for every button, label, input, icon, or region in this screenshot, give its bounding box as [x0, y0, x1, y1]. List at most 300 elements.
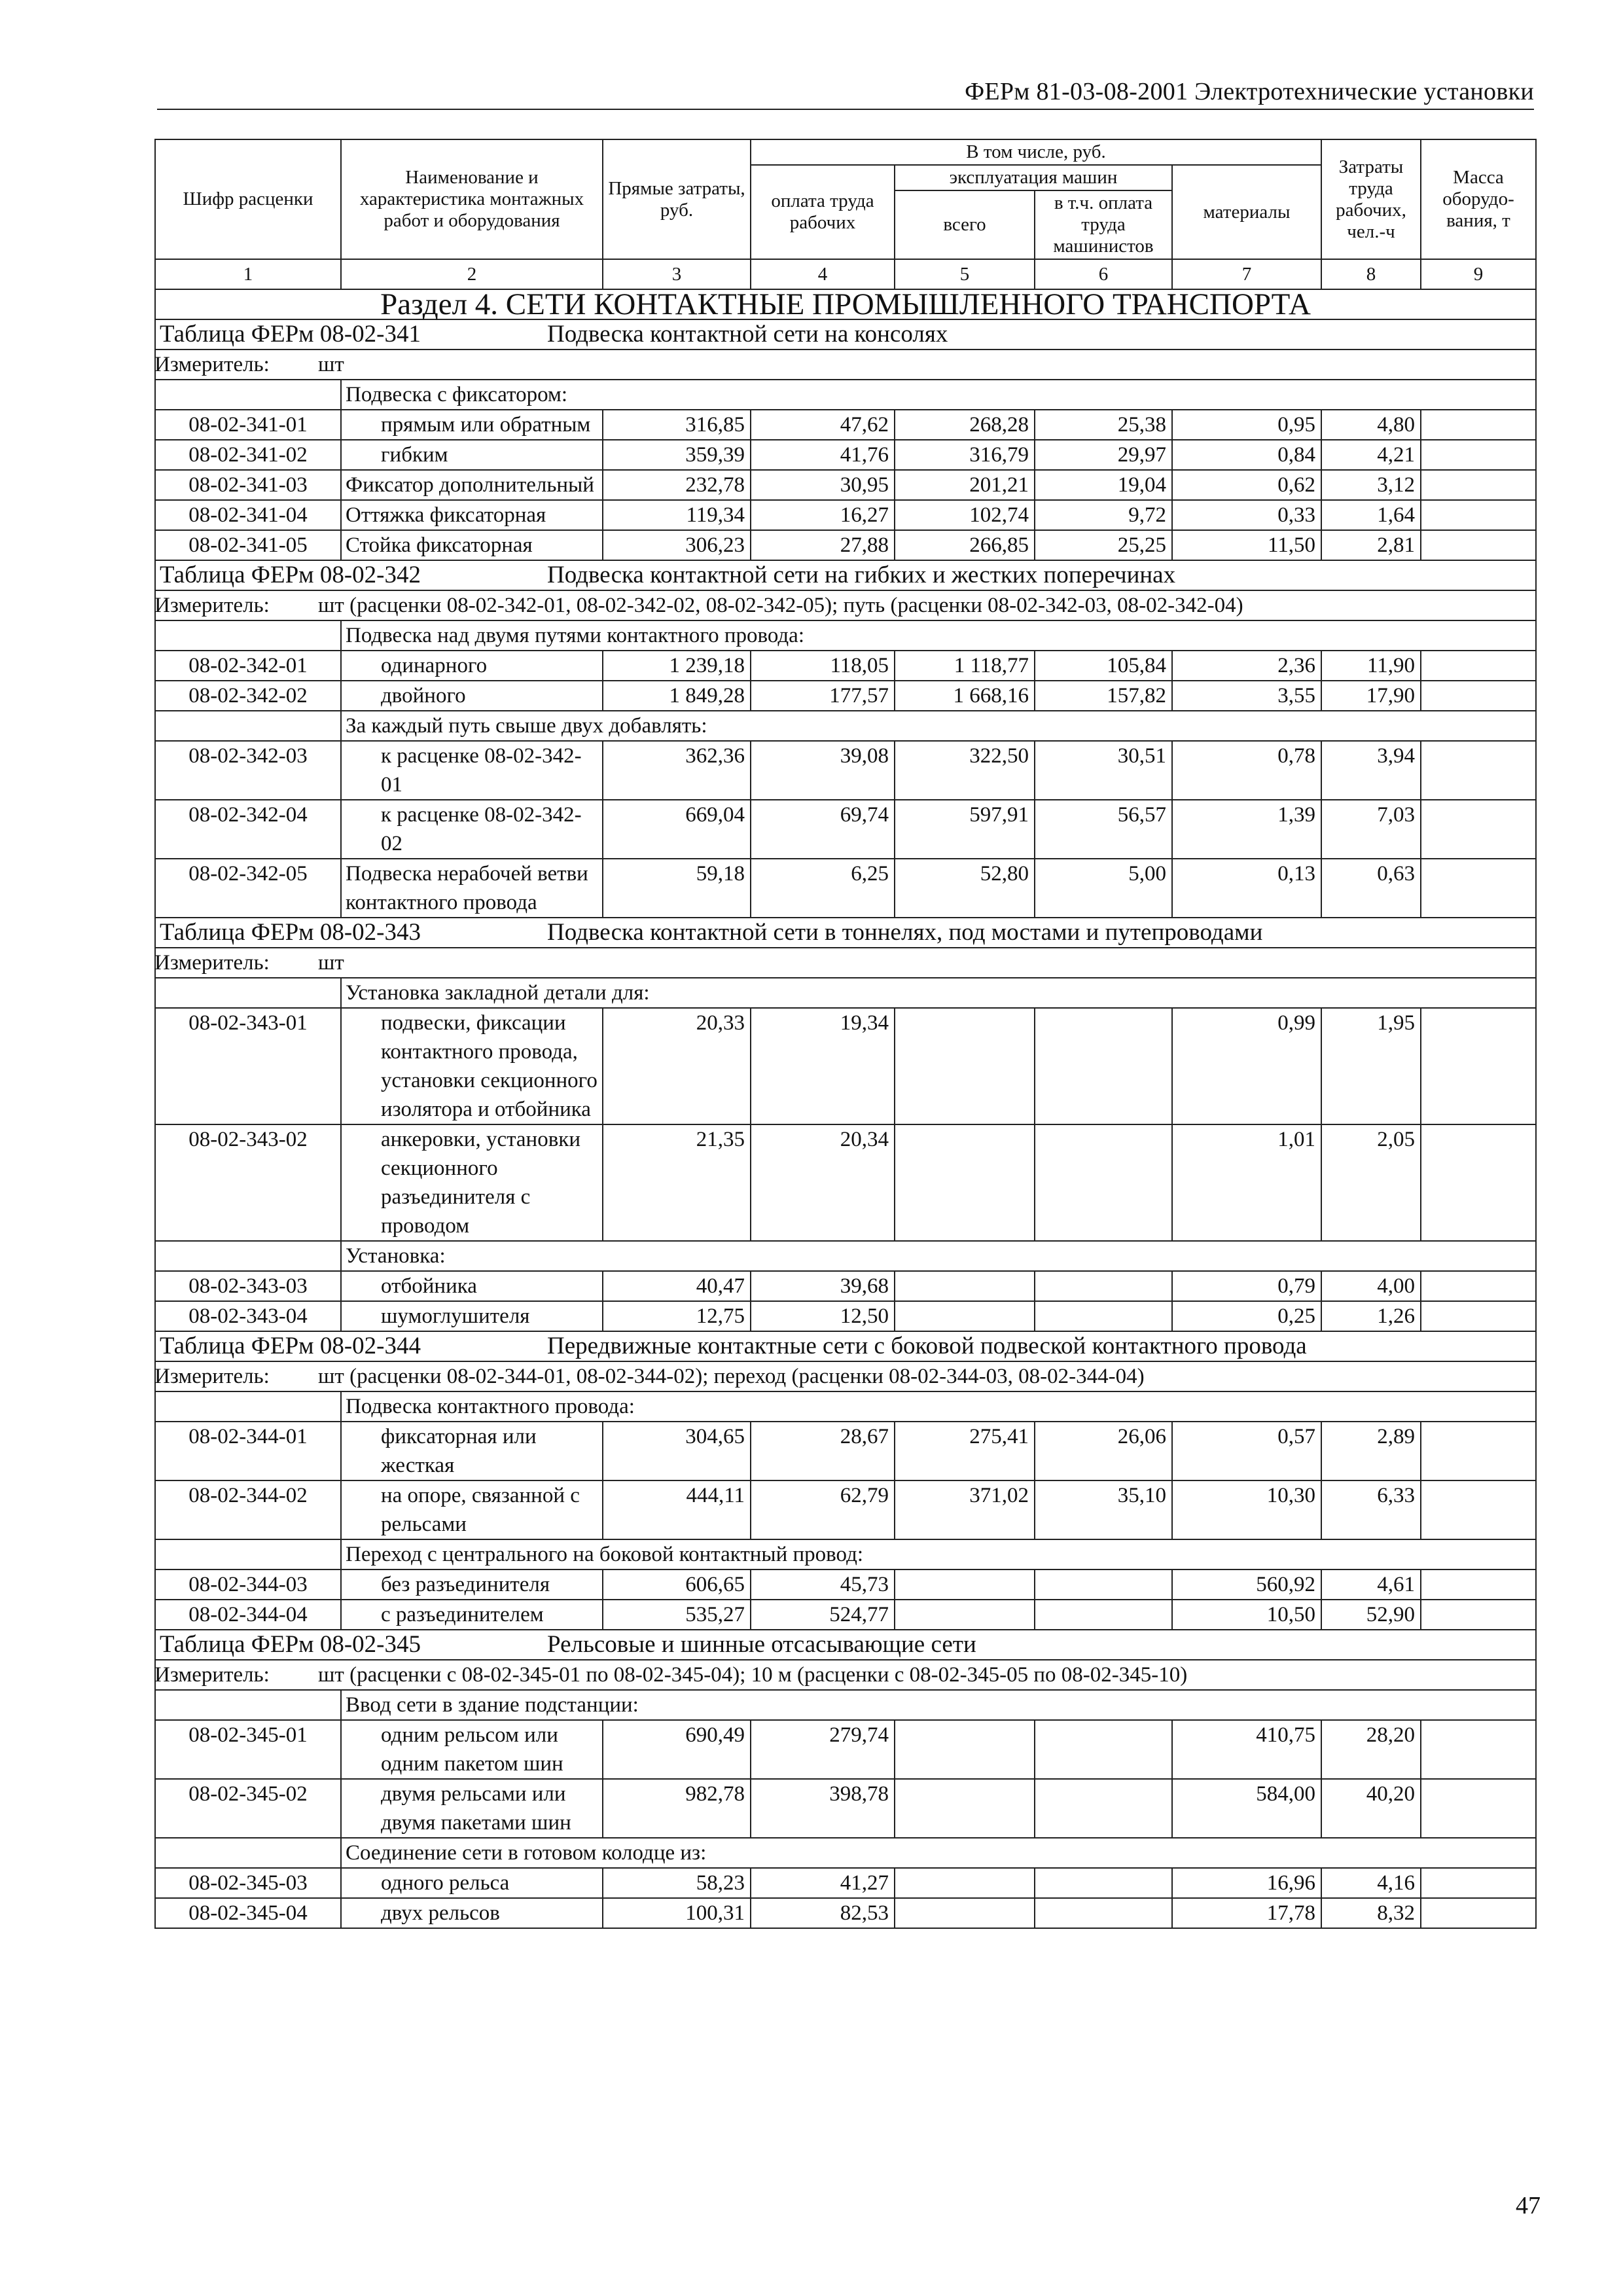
subheading-row: [155, 1838, 1536, 1868]
measure-row: [155, 1660, 1536, 1690]
rate-code-cell: 08-02-343-01: [155, 1008, 341, 1124]
materials-cell: 410,75: [1172, 1720, 1321, 1779]
work-name-cell: на опоре, связанной с рельсами: [341, 1480, 603, 1539]
direct-cost-cell: 100,31: [603, 1898, 751, 1928]
machines-cost-cell: [895, 1720, 1035, 1779]
empty-cell: [155, 1241, 341, 1271]
labor-hours-cell: 4,80: [1321, 410, 1421, 440]
labor-hours-cell: 1,26: [1321, 1301, 1421, 1331]
subheading-row: [155, 380, 1536, 410]
materials-cell: 0,99: [1172, 1008, 1321, 1124]
subheading-row: [155, 1539, 1536, 1570]
table-title: [155, 319, 1536, 350]
work-name-cell: двумя рельсами или двумя пакетами шин: [341, 1779, 603, 1838]
table-row: [155, 1301, 1536, 1331]
machines-cost-cell: [895, 1008, 1035, 1124]
labor-cost-cell: 41,27: [751, 1868, 895, 1898]
work-name-cell: Оттяжка фиксаторная: [341, 500, 603, 530]
work-name-cell: одним рельсом или одним пакетом шин: [341, 1720, 603, 1779]
table-row: [155, 410, 1536, 440]
machines-cost-cell: 52,80: [895, 859, 1035, 918]
work-name-cell: Фиксатор дополнительный: [341, 470, 603, 500]
empty-cell: [155, 1391, 341, 1422]
subheading-row: [155, 1690, 1536, 1720]
equipment-mass-cell: [1421, 651, 1536, 681]
labor-hours-cell: 28,20: [1321, 1720, 1421, 1779]
work-name-cell: шумоглушителя: [341, 1301, 603, 1331]
work-name-cell: гибким: [341, 440, 603, 470]
column-number: 3: [603, 259, 751, 289]
machinist-labor-cell: 25,25: [1035, 530, 1172, 560]
labor-hours-cell: 17,90: [1321, 681, 1421, 711]
table-row: [155, 1271, 1536, 1301]
equipment-mass-cell: [1421, 1570, 1536, 1600]
direct-cost-cell: 59,18: [603, 859, 751, 918]
table-title-row: [155, 319, 1536, 350]
table-title-row: [155, 918, 1536, 948]
table-code: Таблица ФЕРм 08-02-341: [160, 321, 421, 348]
machinist-labor-cell: 5,00: [1035, 859, 1172, 918]
work-name-cell: фиксаторная или жесткая: [341, 1422, 603, 1480]
table-row: [155, 1422, 1536, 1480]
labor-cost-cell: 82,53: [751, 1898, 895, 1928]
section-row: [155, 289, 1536, 319]
subheading-row: [155, 620, 1536, 651]
equipment-mass-cell: [1421, 1008, 1536, 1124]
machines-cost-cell: 268,28: [895, 410, 1035, 440]
labor-cost-cell: 45,73: [751, 1570, 895, 1600]
subheading-text: Подвеска над двумя путями контактного провода:: [341, 620, 1536, 651]
labor-cost-cell: 28,67: [751, 1422, 895, 1480]
labor-cost-cell: 41,76: [751, 440, 895, 470]
rate-code-cell: 08-02-341-01: [155, 410, 341, 440]
machinist-labor-cell: 30,51: [1035, 741, 1172, 800]
labor-cost-cell: 27,88: [751, 530, 895, 560]
machinist-labor-cell: [1035, 1008, 1172, 1124]
machines-cost-cell: 322,50: [895, 741, 1035, 800]
table-row: [155, 1124, 1536, 1241]
measure-label: Измеритель:: [154, 1365, 270, 1388]
materials-cell: 0,84: [1172, 440, 1321, 470]
machinist-labor-cell: 25,38: [1035, 410, 1172, 440]
col-header-materials: материалы: [1172, 165, 1321, 259]
labor-cost-cell: 279,74: [751, 1720, 895, 1779]
empty-cell: [155, 1539, 341, 1570]
column-number: 4: [751, 259, 895, 289]
header-title: ФЕРм 81-03-08-2001 Электротехнические установки: [965, 78, 1534, 105]
materials-cell: 0,79: [1172, 1271, 1321, 1301]
materials-cell: 3,55: [1172, 681, 1321, 711]
table-row: [155, 1480, 1536, 1539]
rate-code-cell: 08-02-341-05: [155, 530, 341, 560]
machinist-labor-cell: 56,57: [1035, 800, 1172, 859]
machines-cost-cell: 201,21: [895, 470, 1035, 500]
table-row: [155, 1779, 1536, 1838]
materials-cell: 0,25: [1172, 1301, 1321, 1331]
rate-code-cell: 08-02-342-04: [155, 800, 341, 859]
measure-row: [155, 590, 1536, 620]
direct-cost-cell: 119,34: [603, 500, 751, 530]
direct-cost-cell: 232,78: [603, 470, 751, 500]
equipment-mass-cell: [1421, 681, 1536, 711]
rate-code-cell: 08-02-345-01: [155, 1720, 341, 1779]
equipment-mass-cell: [1421, 470, 1536, 500]
rate-code-cell: 08-02-342-03: [155, 741, 341, 800]
labor-cost-cell: 30,95: [751, 470, 895, 500]
equipment-mass-cell: [1421, 1124, 1536, 1241]
machinist-labor-cell: [1035, 1868, 1172, 1898]
table-row: [155, 859, 1536, 918]
equipment-mass-cell: [1421, 1898, 1536, 1928]
rate-code-cell: 08-02-344-03: [155, 1570, 341, 1600]
rate-code-cell: 08-02-344-02: [155, 1480, 341, 1539]
direct-cost-cell: 316,85: [603, 410, 751, 440]
labor-cost-cell: 19,34: [751, 1008, 895, 1124]
subheading-row: [155, 1391, 1536, 1422]
materials-cell: 584,00: [1172, 1779, 1321, 1838]
labor-hours-cell: 0,63: [1321, 859, 1421, 918]
rate-code-cell: 08-02-341-04: [155, 500, 341, 530]
materials-cell: 560,92: [1172, 1570, 1321, 1600]
table-row: [155, 681, 1536, 711]
machines-cost-cell: 316,79: [895, 440, 1035, 470]
rate-code-cell: 08-02-342-02: [155, 681, 341, 711]
subheading-text: Установка:: [341, 1241, 1536, 1271]
measure-cell: [155, 948, 1536, 978]
measure-value: шт (расценки с 08-02-345-01 по 08-02-345-04); 10 м (расценки с 08-02-345-05 по 08-02-345-10): [318, 1663, 1188, 1687]
labor-hours-cell: 11,90: [1321, 651, 1421, 681]
labor-cost-cell: 47,62: [751, 410, 895, 440]
column-number: 9: [1421, 259, 1536, 289]
labor-cost-cell: 524,77: [751, 1600, 895, 1630]
rate-code-cell: 08-02-345-02: [155, 1779, 341, 1838]
table-body: [155, 289, 1536, 1928]
column-number: 8: [1321, 259, 1421, 289]
machinist-labor-cell: 35,10: [1035, 1480, 1172, 1539]
labor-cost-cell: 20,34: [751, 1124, 895, 1241]
labor-cost-cell: 62,79: [751, 1480, 895, 1539]
col-header-code: Шифр расценки: [155, 139, 341, 259]
table-title: [155, 918, 1536, 948]
table-row: [155, 651, 1536, 681]
subheading-row: [155, 1241, 1536, 1271]
table-title-row: [155, 1331, 1536, 1361]
materials-cell: 0,13: [1172, 859, 1321, 918]
table-row: [155, 1008, 1536, 1124]
work-name-cell: к расценке 08-02-342-02: [341, 800, 603, 859]
page-number: 47: [1516, 2192, 1541, 2219]
labor-hours-cell: 40,20: [1321, 1779, 1421, 1838]
direct-cost-cell: 362,36: [603, 741, 751, 800]
materials-cell: 0,33: [1172, 500, 1321, 530]
machinist-labor-cell: [1035, 1301, 1172, 1331]
direct-cost-cell: 669,04: [603, 800, 751, 859]
equipment-mass-cell: [1421, 1480, 1536, 1539]
table-row: [155, 530, 1536, 560]
column-numbers-row: [155, 259, 1536, 289]
labor-cost-cell: 69,74: [751, 800, 895, 859]
table-row: [155, 1898, 1536, 1928]
rates-table: [154, 139, 1537, 1929]
direct-cost-cell: 12,75: [603, 1301, 751, 1331]
labor-hours-cell: 1,64: [1321, 500, 1421, 530]
measure-row: [155, 350, 1536, 380]
table-code: Таблица ФЕРм 08-02-342: [160, 562, 421, 588]
materials-cell: 10,30: [1172, 1480, 1321, 1539]
equipment-mass-cell: [1421, 1301, 1536, 1331]
direct-cost-cell: 606,65: [603, 1570, 751, 1600]
table-name: Подвеска контактной сети на гибких и жестких поперечинах: [547, 562, 1176, 588]
labor-cost-cell: 118,05: [751, 651, 895, 681]
measure-cell: [155, 350, 1536, 380]
table-row: [155, 1570, 1536, 1600]
empty-cell: [155, 711, 341, 741]
col-header-group: В том числе, руб.: [751, 139, 1321, 165]
equipment-mass-cell: [1421, 741, 1536, 800]
column-number: 1: [155, 259, 341, 289]
subheading-text: За каждый путь свыше двух добавлять:: [341, 711, 1536, 741]
rate-code-cell: 08-02-345-04: [155, 1898, 341, 1928]
table-row: [155, 470, 1536, 500]
machines-cost-cell: 597,91: [895, 800, 1035, 859]
table-row: [155, 1600, 1536, 1630]
labor-hours-cell: 3,12: [1321, 470, 1421, 500]
equipment-mass-cell: [1421, 859, 1536, 918]
measure-value: шт (расценки 08-02-344-01, 08-02-344-02); переход (расценки 08-02-344-03, 08-02-344-04): [318, 1365, 1145, 1388]
equipment-mass-cell: [1421, 1720, 1536, 1779]
work-name-cell: подвески, фиксации контактного провода, установки секционного изолятора и отбойника: [341, 1008, 603, 1124]
machinist-labor-cell: 157,82: [1035, 681, 1172, 711]
table-title: [155, 1630, 1536, 1660]
rate-code-cell: 08-02-342-05: [155, 859, 341, 918]
materials-cell: 0,62: [1172, 470, 1321, 500]
work-name-cell: одинарного: [341, 651, 603, 681]
equipment-mass-cell: [1421, 410, 1536, 440]
labor-hours-cell: 3,94: [1321, 741, 1421, 800]
table-code: Таблица ФЕРм 08-02-345: [160, 1631, 421, 1658]
machinist-labor-cell: [1035, 1124, 1172, 1241]
table-name: Подвеска контактной сети в тоннелях, под мостами и путепроводами: [547, 919, 1263, 946]
labor-hours-cell: 2,05: [1321, 1124, 1421, 1241]
measure-value: шт: [318, 353, 344, 376]
table-name: Рельсовые и шинные отсасывающие сети: [547, 1631, 976, 1658]
equipment-mass-cell: [1421, 1868, 1536, 1898]
table-code: Таблица ФЕРм 08-02-344: [160, 1333, 421, 1359]
machines-cost-cell: [895, 1301, 1035, 1331]
materials-cell: 10,50: [1172, 1600, 1321, 1630]
machines-cost-cell: [895, 1570, 1035, 1600]
work-name-cell: Подвеска нерабочей ветви контактного провода: [341, 859, 603, 918]
machinist-labor-cell: [1035, 1600, 1172, 1630]
materials-cell: 2,36: [1172, 651, 1321, 681]
column-number: 7: [1172, 259, 1321, 289]
empty-cell: [155, 1838, 341, 1868]
direct-cost-cell: 21,35: [603, 1124, 751, 1241]
equipment-mass-cell: [1421, 1600, 1536, 1630]
rate-code-cell: 08-02-341-03: [155, 470, 341, 500]
empty-cell: [155, 1690, 341, 1720]
col-header-exploit: эксплуатация машин: [895, 165, 1172, 190]
measure-label: Измеритель:: [154, 951, 270, 975]
direct-cost-cell: 359,39: [603, 440, 751, 470]
labor-hours-cell: 8,32: [1321, 1898, 1421, 1928]
equipment-mass-cell: [1421, 1779, 1536, 1838]
machines-cost-cell: [895, 1600, 1035, 1630]
section-title: Раздел 4. СЕТИ КОНТАКТНЫЕ ПРОМЫШЛЕННОГО ТРАНСПОРТА: [155, 289, 1536, 319]
rate-code-cell: 08-02-341-02: [155, 440, 341, 470]
labor-cost-cell: 398,78: [751, 1779, 895, 1838]
machines-cost-cell: [895, 1779, 1035, 1838]
table-title: [155, 560, 1536, 590]
machinist-labor-cell: 105,84: [1035, 651, 1172, 681]
measure-label: Измеритель:: [154, 353, 270, 376]
labor-hours-cell: 2,89: [1321, 1422, 1421, 1480]
labor-hours-cell: 4,21: [1321, 440, 1421, 470]
materials-cell: 11,50: [1172, 530, 1321, 560]
labor-cost-cell: 16,27: [751, 500, 895, 530]
machines-cost-cell: [895, 1124, 1035, 1241]
equipment-mass-cell: [1421, 1422, 1536, 1480]
work-name-cell: анкеровки, установки секционного разъединителя с проводом: [341, 1124, 603, 1241]
empty-cell: [155, 978, 341, 1008]
col-header-direct: Прямые затраты, руб.: [603, 139, 751, 259]
table-name: Подвеска контактной сети на консолях: [547, 321, 948, 348]
table-row: [155, 800, 1536, 859]
col-header-name: Наименование и характеристика монтажных работ и оборудования: [341, 139, 603, 259]
table-row: [155, 440, 1536, 470]
measure-label: Измеритель:: [154, 1663, 270, 1687]
machines-cost-cell: 266,85: [895, 530, 1035, 560]
table-name: Передвижные контактные сети с боковой подвеской контактного провода: [547, 1333, 1307, 1359]
rate-code-cell: 08-02-344-04: [155, 1600, 341, 1630]
labor-hours-cell: 4,61: [1321, 1570, 1421, 1600]
work-name-cell: одного рельса: [341, 1868, 603, 1898]
materials-cell: 17,78: [1172, 1898, 1321, 1928]
table-row: [155, 1868, 1536, 1898]
column-number: 2: [341, 259, 603, 289]
work-name-cell: без разъединителя: [341, 1570, 603, 1600]
machines-cost-cell: 275,41: [895, 1422, 1035, 1480]
labor-hours-cell: 4,00: [1321, 1271, 1421, 1301]
machinist-labor-cell: [1035, 1779, 1172, 1838]
table-row: [155, 741, 1536, 800]
page-header: [157, 68, 1534, 107]
work-name-cell: прямым или обратным: [341, 410, 603, 440]
direct-cost-cell: 1 849,28: [603, 681, 751, 711]
machines-cost-cell: 1 668,16: [895, 681, 1035, 711]
machinist-labor-cell: [1035, 1271, 1172, 1301]
table-row: [155, 500, 1536, 530]
labor-hours-cell: 6,33: [1321, 1480, 1421, 1539]
rate-code-cell: 08-02-343-02: [155, 1124, 341, 1241]
subheading-text: Установка закладной детали для:: [341, 978, 1536, 1008]
rate-code-cell: 08-02-344-01: [155, 1422, 341, 1480]
column-number: 6: [1035, 259, 1172, 289]
labor-hours-cell: 4,16: [1321, 1868, 1421, 1898]
labor-hours-cell: 7,03: [1321, 800, 1421, 859]
work-name-cell: с разъединителем: [341, 1600, 603, 1630]
direct-cost-cell: 444,11: [603, 1480, 751, 1539]
col-header-labor: оплата труда рабочих: [751, 165, 895, 259]
measure-value: шт (расценки 08-02-342-01, 08-02-342-02, 08-02-342-05); путь (расценки 08-02-342-03, 08-02-342-04): [318, 594, 1243, 617]
rate-code-cell: 08-02-342-01: [155, 651, 341, 681]
measure-value: шт: [318, 951, 344, 975]
measure-row: [155, 948, 1536, 978]
rate-code-cell: 08-02-343-03: [155, 1271, 341, 1301]
labor-cost-cell: 6,25: [751, 859, 895, 918]
equipment-mass-cell: [1421, 530, 1536, 560]
materials-cell: 0,78: [1172, 741, 1321, 800]
column-number: 5: [895, 259, 1035, 289]
work-name-cell: Стойка фиксаторная: [341, 530, 603, 560]
direct-cost-cell: 306,23: [603, 530, 751, 560]
equipment-mass-cell: [1421, 440, 1536, 470]
work-name-cell: отбойника: [341, 1271, 603, 1301]
measure-cell: [155, 1361, 1536, 1391]
materials-cell: 1,01: [1172, 1124, 1321, 1241]
col-header-machines-total: всего: [895, 190, 1035, 259]
work-name-cell: двойного: [341, 681, 603, 711]
materials-cell: 16,96: [1172, 1868, 1321, 1898]
materials-cell: 0,95: [1172, 410, 1321, 440]
machines-cost-cell: 1 118,77: [895, 651, 1035, 681]
machinist-labor-cell: 26,06: [1035, 1422, 1172, 1480]
measure-cell: [155, 1660, 1536, 1690]
machines-cost-cell: 371,02: [895, 1480, 1035, 1539]
machinist-labor-cell: 29,97: [1035, 440, 1172, 470]
col-header-machinist-labor: в т.ч. оплата труда машинистов: [1035, 190, 1172, 259]
table-title-row: [155, 1630, 1536, 1660]
table-row: [155, 1720, 1536, 1779]
equipment-mass-cell: [1421, 500, 1536, 530]
direct-cost-cell: 20,33: [603, 1008, 751, 1124]
subheading-text: Соединение сети в готовом колодце из:: [341, 1838, 1536, 1868]
measure-label: Измеритель:: [154, 594, 270, 617]
table-title: [155, 1331, 1536, 1361]
col-header-hours: Затраты труда рабочих, чел.-ч: [1321, 139, 1421, 259]
direct-cost-cell: 690,49: [603, 1720, 751, 1779]
labor-cost-cell: 177,57: [751, 681, 895, 711]
direct-cost-cell: 304,65: [603, 1422, 751, 1480]
subheading-row: [155, 978, 1536, 1008]
machinist-labor-cell: [1035, 1898, 1172, 1928]
machines-cost-cell: [895, 1898, 1035, 1928]
empty-cell: [155, 620, 341, 651]
col-header-mass: Масса оборудо-вания, т: [1421, 139, 1536, 259]
machines-cost-cell: [895, 1271, 1035, 1301]
work-name-cell: двух рельсов: [341, 1898, 603, 1928]
machines-cost-cell: [895, 1868, 1035, 1898]
subheading-text: Подвеска с фиксатором:: [341, 380, 1536, 410]
subheading-text: Подвеска контактного провода:: [341, 1391, 1536, 1422]
rate-code-cell: 08-02-343-04: [155, 1301, 341, 1331]
subheading-text: Переход с центрального на боковой контактный провод:: [341, 1539, 1536, 1570]
direct-cost-cell: 535,27: [603, 1600, 751, 1630]
labor-hours-cell: 2,81: [1321, 530, 1421, 560]
direct-cost-cell: 1 239,18: [603, 651, 751, 681]
work-name-cell: к расценке 08-02-342-01: [341, 741, 603, 800]
subheading-text: Ввод сети в здание подстанции:: [341, 1690, 1536, 1720]
labor-cost-cell: 39,08: [751, 741, 895, 800]
materials-cell: 0,57: [1172, 1422, 1321, 1480]
labor-hours-cell: 52,90: [1321, 1600, 1421, 1630]
labor-cost-cell: 12,50: [751, 1301, 895, 1331]
machinist-labor-cell: 19,04: [1035, 470, 1172, 500]
table-code: Таблица ФЕРм 08-02-343: [160, 919, 421, 946]
table-header: [155, 139, 1536, 289]
machinist-labor-cell: 9,72: [1035, 500, 1172, 530]
subheading-row: [155, 711, 1536, 741]
